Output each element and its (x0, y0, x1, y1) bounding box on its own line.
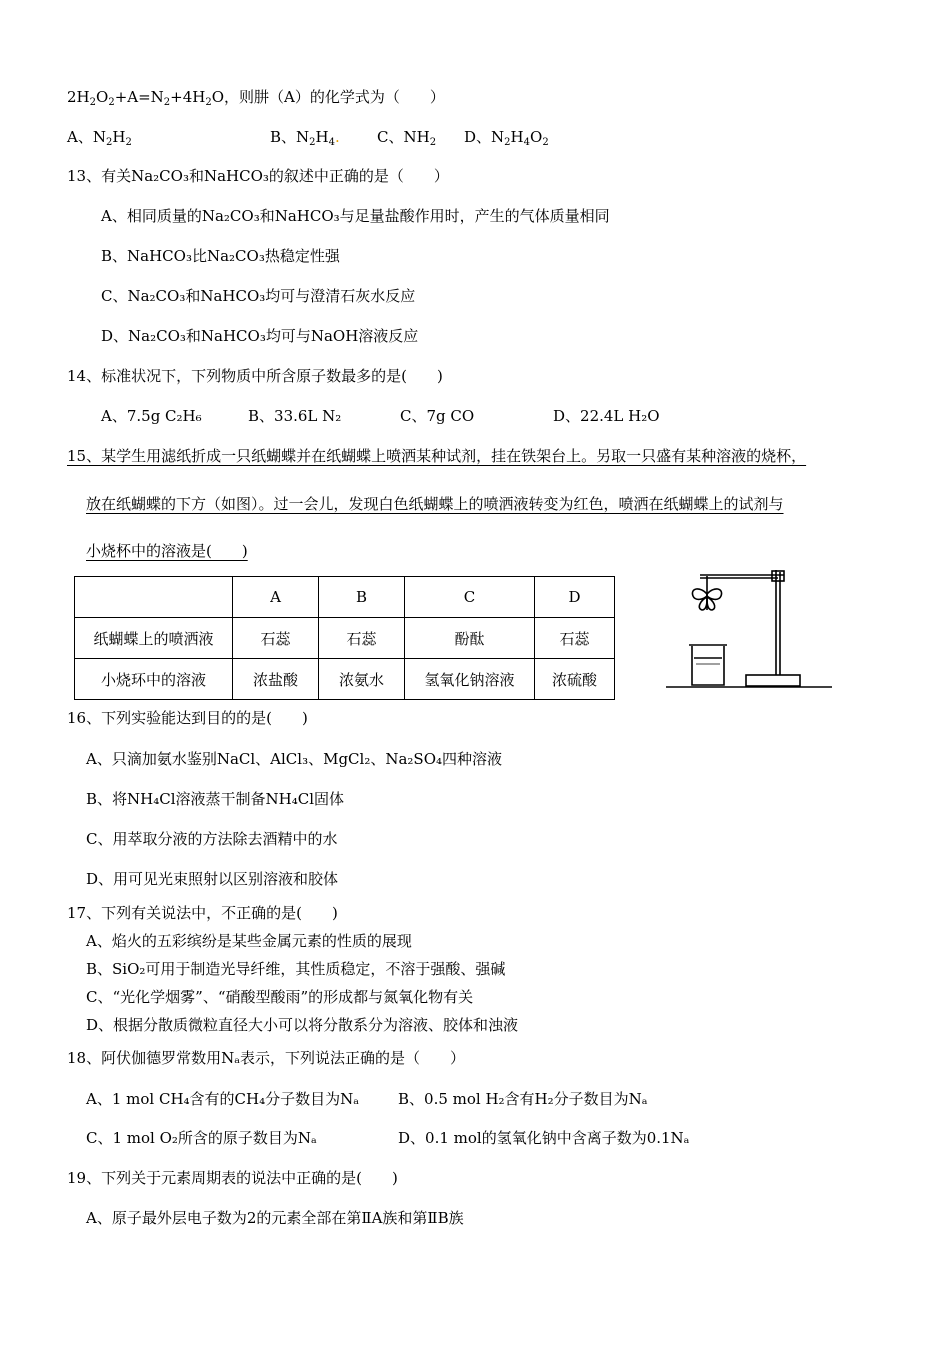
q13-stem: 13、有关Na₂CO₃和NaHCO₃的叙述中正确的是（ ） (67, 167, 449, 185)
q17-option-c: C、“光化学烟雾”、“硝酸型酸雨”的形成都与氮氧化物有关 (86, 988, 474, 1006)
table-cell (75, 577, 233, 618)
q12-stem: $2H_2O_2+A=N_2+4H_2O$，则肼（A）的化学式为（ ） (67, 88, 445, 108)
table-cell: B (319, 577, 405, 618)
table-cell: 浓硫酸 (535, 659, 615, 700)
table-cell: 石蕊 (319, 618, 405, 659)
table-cell: 纸蝴蝶上的喷洒液 (75, 618, 233, 659)
q16-stem: 16、下列实验能达到目的的是( ) (67, 709, 308, 727)
q18-option-a: A、1 mol CH₄含有的CH₄分子数目为Nₐ (86, 1090, 360, 1108)
table-cell: 石蕊 (233, 618, 319, 659)
table-cell: A (233, 577, 319, 618)
q19-stem: 19、下列关于元素周期表的说法中正确的是( ) (67, 1169, 398, 1187)
q13-option-c: C、Na₂CO₃和NaHCO₃均可与澄清石灰水反应 (101, 287, 416, 305)
table-cell: 氢氧化钠溶液 (405, 659, 535, 700)
q14-stem: 14、标准状况下，下列物质中所含原子数最多的是( ) (67, 367, 443, 385)
q15-options-table (74, 576, 615, 700)
q14-option-b: B、33.6L N₂ (248, 407, 342, 425)
table-cell: 小烧环中的溶液 (75, 659, 233, 700)
q13-option-a: A、相同质量的Na₂CO₃和NaHCO₃与足量盐酸作用时，产生的气体质量相同 (101, 207, 610, 225)
q12-option-d: D、$N_2H_4O_2$ (464, 128, 549, 148)
q16-option-a: A、只滴加氨水鉴别NaCl、AlCl₃、MgCl₂、Na₂SO₄四种溶液 (86, 750, 503, 768)
q17-option-d: D、根据分散质微粒直径大小可以将分散系分为溶液、胶体和浊液 (86, 1016, 519, 1034)
q17-stem: 17、下列有关说法中，不正确的是( ) (67, 904, 338, 922)
q14-option-d: D、22.4L H₂O (553, 407, 660, 425)
table-cell: D (535, 577, 615, 618)
table-cell: 浓氨水 (319, 659, 405, 700)
table-row (75, 618, 615, 659)
q15-stem-line3: 小烧杯中的溶液是( ) (86, 542, 248, 560)
q16-option-b: B、将NH₄Cl溶液蒸干制备NH₄Cl固体 (86, 790, 345, 808)
q13-option-b: B、NaHCO₃比Na₂CO₃热稳定性强 (101, 247, 340, 265)
table-row (75, 659, 615, 700)
q16-option-d: D、用可见光束照射以区别溶液和胶体 (86, 870, 339, 888)
q12-option-a: A、$N_2H_2$ (67, 128, 132, 148)
q17-option-b: B、SiO₂可用于制造光导纤维，其性质稳定，不溶于强酸、强碱 (86, 960, 506, 978)
q14-option-a: A、7.5g C₂H₆ (101, 407, 202, 425)
q14-option-c: C、7g CO (400, 407, 475, 425)
q17-option-a: A、焰火的五彩缤纷是某些金属元素的性质的展现 (86, 932, 412, 950)
table-cell: C (405, 577, 535, 618)
table-cell: 浓盐酸 (233, 659, 319, 700)
q12-option-b: B、$N_2H_4$. (270, 128, 340, 148)
q18-option-b: B、0.5 mol H₂含有H₂分子数目为Nₐ (398, 1090, 648, 1108)
q18-option-d: D、0.1 mol的氢氧化钠中含离子数为0.1Nₐ (398, 1129, 690, 1147)
stray-mark: . (335, 128, 340, 146)
table-cell: 石蕊 (535, 618, 615, 659)
q18-stem: 18、阿伏伽德罗常数用Nₐ表示，下列说法正确的是（ ） (67, 1049, 466, 1067)
q19-option-a: A、原子最外层电子数为2的元素全部在第ⅡA族和第ⅡB族 (86, 1209, 464, 1227)
q18-option-c: C、1 mol O₂所含的原子数目为Nₐ (86, 1129, 317, 1147)
q15-stem-line1: 15、某学生用滤纸折成一只纸蝴蝶并在纸蝴蝶上喷洒某种试剂，挂在铁架台上。另取一只盛有某种溶液的烧杯， (67, 447, 807, 465)
q16-option-c: C、用萃取分液的方法除去酒精中的水 (86, 830, 338, 848)
q15-stem-line2: 放在纸蝴蝶的下方（如图）。过一会儿，发现白色纸蝴蝶上的喷洒液转变为红色，喷洒在纸蝴蝶上的试剂与 (86, 495, 784, 513)
table-cell: 酚酞 (405, 618, 535, 659)
q13-option-d: D、Na₂CO₃和NaHCO₃均可与NaOH溶液反应 (101, 327, 419, 345)
q12-option-c: C、$NH_2$ (377, 128, 437, 148)
iron-stand-figure (660, 558, 840, 693)
table-header-row (75, 577, 615, 618)
